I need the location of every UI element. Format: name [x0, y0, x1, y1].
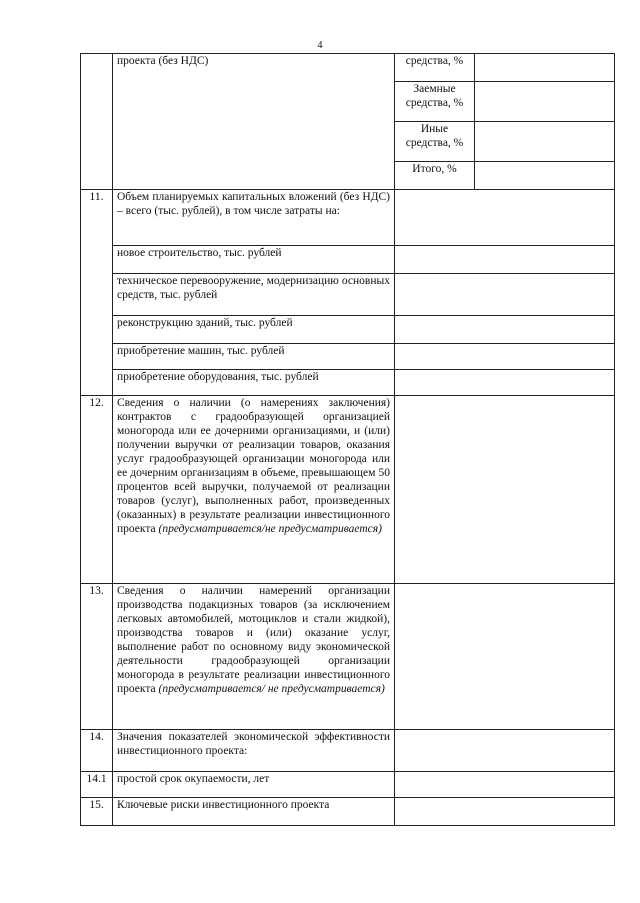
row-13-value[interactable] [395, 584, 615, 730]
row-11 [81, 190, 615, 246]
funding-label-total: Итого, % [395, 162, 475, 190]
row-11-item-value[interactable] [395, 370, 615, 396]
row-13-number: 13. [81, 584, 113, 730]
row-13-text: Сведения о наличии намерений организации производства подакцизных товаров (за исключением легковых автомобилей, мотоциклов и стали жидкой), производства товаров и (или) оказание услуг, выполнение работ по основному виду экономической деятельности градообразующей организации моногорода в результате реализации инвестиционного проекта [117, 585, 390, 695]
row-11-item-value[interactable] [395, 344, 615, 370]
row-14-1-number: 14.1 [81, 772, 113, 798]
row-14 [81, 730, 615, 772]
row-14-1-value[interactable] [395, 772, 615, 798]
row-11-item [81, 274, 615, 316]
row-11-item-text: приобретение оборудования, тыс. рублей [113, 370, 395, 396]
row-12-value[interactable] [395, 396, 615, 584]
row-13-note: (предусматривается/ не предусматривается) [158, 683, 385, 695]
row-12 [81, 396, 615, 584]
row-13 [81, 584, 615, 730]
row-11-number: 11. [81, 190, 113, 396]
row-11-item-value[interactable] [395, 274, 615, 316]
row-11-item [81, 246, 615, 274]
row-14-number: 14. [81, 730, 113, 772]
funding-label-borrowed: Заемные средства, % [395, 82, 475, 122]
funding-label-own: средства, % [395, 54, 475, 82]
row-11-item [81, 370, 615, 396]
funding-value-borrowed[interactable] [475, 82, 615, 122]
funding-value-own[interactable] [475, 54, 615, 82]
row-12-text-cell [113, 396, 395, 584]
funding-value-other[interactable] [475, 122, 615, 162]
row-12-note: (предусматривается/не предусматривается) [158, 523, 382, 535]
row-11-item-text: приобретение машин, тыс. рублей [113, 344, 395, 370]
page-number: 4 [317, 40, 323, 51]
row-10-text: проекта (без НДС) [113, 54, 395, 190]
row-14-text: Значения показателей экономической эффективности инвестиционного проекта: [113, 730, 395, 772]
row-11-value[interactable] [395, 190, 615, 246]
investment-project-form-table [80, 53, 615, 826]
row-14-value[interactable] [395, 730, 615, 772]
row-14-1 [81, 772, 615, 798]
row-15-text: Ключевые риски инвестиционного проекта [113, 798, 395, 826]
row-11-text: Объем планируемых капитальных вложений (без НДС) – всего (тыс. рублей), в том числе затраты на: [113, 190, 395, 246]
row-12-text: Сведения о наличии (о намерениях заключения) контрактов с градообразующей организацией моногорода или ее дочерними организациями, и (или) получении выручки от реализации товаров, оказания услуг градообразующей организации моногорода или ее дочерним организациям в объеме, превышающем 50 процентов всей выручки, получаемой от реализации товаров (услуг), выполненных работ, произведенных (оказанных) в результате реализации инвестиционного проекта [117, 397, 390, 535]
row-11-item-value[interactable] [395, 316, 615, 344]
row-11-item-text: новое строительство, тыс. рублей [113, 246, 395, 274]
row-15-number: 15. [81, 798, 113, 826]
row-10-own-funds [81, 54, 615, 82]
funding-label-other: Иные средства, % [395, 122, 475, 162]
row-13-text-cell [113, 584, 395, 730]
row-11-item [81, 344, 615, 370]
funding-value-total[interactable] [475, 162, 615, 190]
row-14-1-text: простой срок окупаемости, лет [113, 772, 395, 798]
row-11-item [81, 316, 615, 344]
row-15 [81, 798, 615, 826]
row-12-number: 12. [81, 396, 113, 584]
row-10-number-cell [81, 54, 113, 190]
row-15-value[interactable] [395, 798, 615, 826]
row-11-item-text: реконструкцию зданий, тыс. рублей [113, 316, 395, 344]
row-11-item-text: техническое перевооружение, модернизацию основных средств, тыс. рублей [113, 274, 395, 316]
row-11-item-value[interactable] [395, 246, 615, 274]
